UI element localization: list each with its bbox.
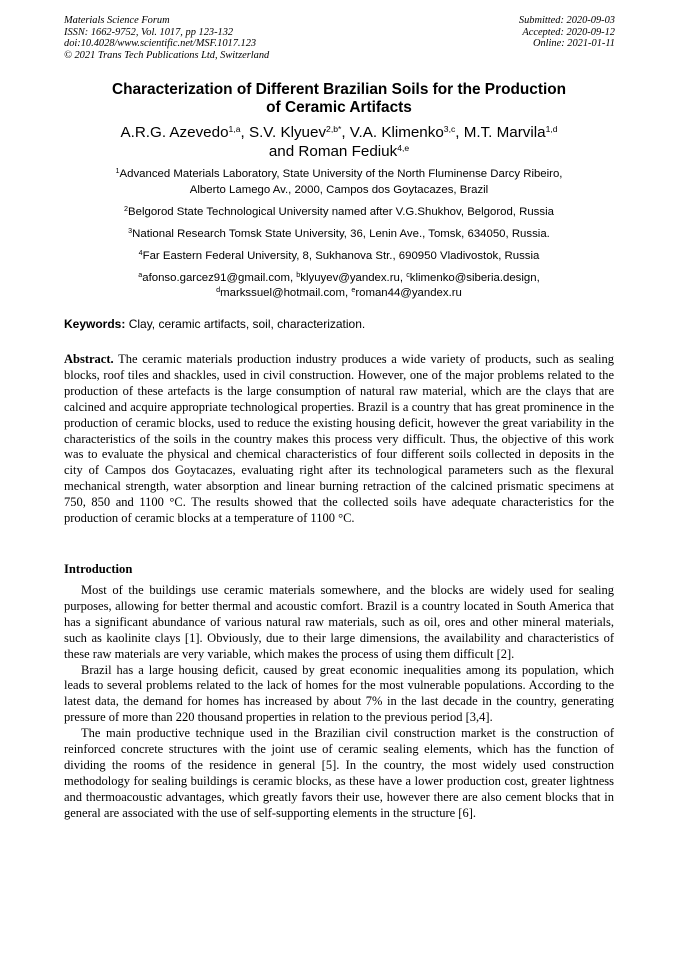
affiliation-4	[64, 249, 614, 265]
paragraph: Most of the buildings use ceramic materials somewhere, and the blocks are widely used for sealing purposes, allowing for better thermal and acoustic comfort. Brazil is a country located in South America that has a significant abundance of various natural raw materials, such as oil, ores and other mineral materials, such as kaolinite clays [1]. Obviously, due to their large dimensions, the availability and characteristics of these raw materials are very variable, which makes the process of using them difficult [2].	[64, 583, 614, 661]
affiliation-text: National Research Tomsk State University, 36, Lenin Ave., Tomsk, 634050, Russia.	[132, 227, 550, 240]
affiliation-1	[64, 167, 614, 198]
email-marker: a	[138, 269, 143, 279]
affiliation-3	[64, 227, 614, 243]
affiliation-2	[64, 205, 614, 221]
keywords-label: Keywords:	[64, 317, 126, 331]
abstract	[64, 352, 614, 527]
introduction-body	[64, 583, 614, 822]
author-marker: 1,d	[545, 124, 558, 134]
journal-doi: doi:10.4028/www.scientific.net/MSF.1017.123	[64, 38, 257, 50]
affiliations	[64, 167, 614, 308]
affiliation-text: Alberto Lamego Av., 2000, Campos dos Goytacazes, Brazil	[189, 183, 489, 196]
author-name: V.A. Klimenko	[349, 124, 444, 141]
journal-header-right	[519, 15, 615, 50]
author-marker: 4,e	[397, 143, 410, 153]
submitted-date: Submitted: 2020-09-03	[518, 15, 615, 26]
author-separator: ,	[240, 124, 249, 141]
author-name: Roman Fediuk	[298, 143, 398, 160]
affiliation-text: Advanced Materials Laboratory, State University of the North Fluminense Darcy Ribeiro,	[119, 168, 563, 180]
email-marker: b	[296, 269, 301, 279]
author-line-2	[64, 142, 614, 161]
author-name: M.T. Marvila	[463, 124, 546, 141]
email-address: klyuyev@yandex.ru,	[300, 271, 407, 284]
affiliation-marker: 1	[115, 166, 120, 175]
email-address: klimenko@siberia.design,	[409, 271, 540, 284]
affiliation-text: Far Eastern Federal University, 8, Sukhanova Str., 690950 Vladivostok, Russia	[142, 249, 540, 262]
author-name: S.V. Klyuev	[248, 124, 327, 141]
accepted-date: Accepted: 2020-09-12	[522, 26, 615, 38]
paragraph: The main productive technique used in the Brazilian civil construction market is the construction of reinforced concrete structures with the joint use of ceramic sealing elements, which has the function of dividing the rooms of the residence in general [5]. In the country, the most widely used construction methodology for sealing buildings is ceramic blocks, as these have a lower production cost, greater lightness and thermoacoustic advantages, which greatly favors their use, however there are also cement blocks that in general are associated with the use of self-supporting elements in the structure [6].	[64, 726, 614, 820]
journal-name: Materials Science Forum	[64, 15, 170, 26]
author-separator: ,	[341, 124, 350, 141]
title-line-2: of Ceramic Artifacts	[266, 99, 412, 116]
author-emails	[64, 271, 614, 302]
affiliation-marker: 4	[138, 247, 143, 257]
author-line-1	[64, 123, 614, 142]
paragraph: Brazil has a large housing deficit, caused by great economic inequalities among its population, which leads to several problems related to the lack of homes for the most vulnerable populations. According to the latest data, the demand for homes has increased by about 7% in the last decade in the country, generating pressure of more than 220 thousand properties in relation to the previous period [3,4].	[64, 662, 614, 725]
online-date: Online: 2021-01-11	[532, 38, 615, 50]
email-address: afonso.garcez91@gmail.com,	[142, 271, 297, 284]
journal-header-left	[64, 15, 269, 61]
author-marker: 3,c	[443, 124, 456, 134]
author-conjunction: and	[268, 143, 299, 160]
keywords-text: Clay, ceramic artifacts, soil, characterization.	[125, 317, 366, 331]
journal-issn: ISSN: 1662-9752, Vol. 1017, pp 123-132	[64, 26, 234, 38]
title-line-1: Characterization of Different Brazilian Soils for the Production	[111, 81, 567, 98]
email-address: markssuel@hotmail.com,	[220, 287, 352, 300]
email-marker: d	[216, 285, 221, 295]
section-heading-introduction: Introduction	[64, 562, 133, 576]
affiliation-marker: 2	[124, 203, 129, 213]
author-marker: 2,b*	[326, 124, 342, 134]
abstract-text: The ceramic materials production industry produces a wide variety of products, such as sealing blocks, roof tiles and shackles, used in civil construction. However, one of the major problems related to the production of these artefacts is the large consumption of natural raw material, which are the clays that are calcined and acquire appropriate technological properties. Brazil is a country that has great prominence in the production of ceramic blocks, used to reduce the existing housing deficit, however the great variability in the characteristics of the soils in the country makes this process very difficult. Thus, the objective of this work was to evaluate the physical and chemical characteristics of four different soils collected in deposits in the city of Campos dos Goytacazes, evaluating right after its technological parameters such as the flexural mechanical strength, water absorption and linear burning retraction of the calcined prismatic specimens at 750, 850 and 1100 °C. The results showed that the collected soils have adequate characteristics for the production of ceramic blocks at a temperature of 1100 °C.	[64, 352, 614, 526]
author-marker: 1,a	[228, 124, 241, 134]
author-list	[64, 123, 614, 161]
journal-copyright: © 2021 Trans Tech Publications Ltd, Switzerland	[64, 49, 270, 61]
email-marker: c	[406, 269, 410, 279]
email-address: roman44@yandex.ru	[355, 287, 462, 300]
author-name: A.R.G. Azevedo	[120, 124, 229, 141]
keywords	[64, 317, 614, 332]
affiliation-text: Belgorod State Technological University named after V.G.Shukhov, Belgorod, Russia	[128, 205, 554, 218]
email-marker: e	[351, 285, 356, 295]
abstract-label: Abstract.	[64, 352, 114, 366]
author-separator: ,	[455, 124, 464, 141]
paper-title	[64, 81, 614, 117]
affiliation-marker: 3	[128, 225, 133, 235]
